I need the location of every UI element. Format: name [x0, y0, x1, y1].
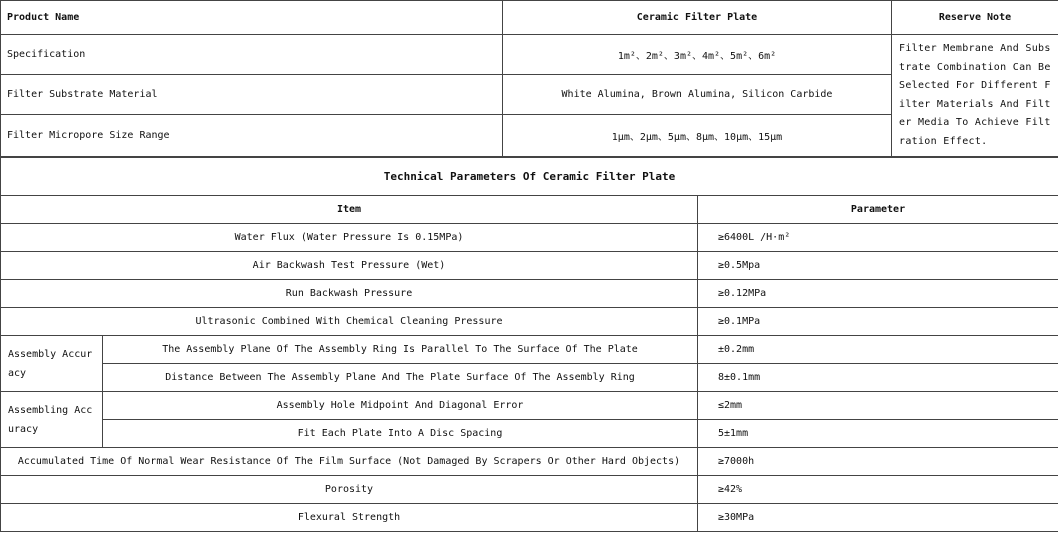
reserve-note-header: Reserve Note	[892, 1, 1058, 35]
table-row	[1, 392, 1058, 420]
item-cell: Run Backwash Pressure	[1, 280, 698, 308]
item-cell: Porosity	[1, 476, 698, 504]
param-cell: ≤2mm	[698, 392, 1058, 420]
table-row	[1, 476, 1058, 504]
table-row	[1, 336, 1058, 364]
row-label: Filter Substrate Material	[1, 75, 503, 115]
product-header-row	[1, 1, 1058, 35]
row-value: 1m²、2m²、3m²、4m²、5m²、6m²	[503, 35, 892, 75]
param-cell: ≥6400L /H·m²	[698, 224, 1058, 252]
product-table	[0, 0, 1058, 157]
param-cell: 5±1mm	[698, 420, 1058, 448]
param-cell: ±0.2mm	[698, 336, 1058, 364]
table-row	[1, 224, 1058, 252]
param-cell: ≥0.5Mpa	[698, 252, 1058, 280]
param-cell: 8±0.1mm	[698, 364, 1058, 392]
parameter-header: Parameter	[698, 196, 1058, 224]
table-row	[1, 308, 1058, 336]
param-cell: ≥42%	[698, 476, 1058, 504]
product-value-header: Ceramic Filter Plate	[503, 1, 892, 35]
technical-parameters-table	[0, 157, 1058, 532]
param-cell: ≥0.1MPa	[698, 308, 1058, 336]
param-cell: ≥7000h	[698, 448, 1058, 476]
item-cell: Fit Each Plate Into A Disc Spacing	[103, 420, 698, 448]
table-row	[1, 252, 1058, 280]
reserve-note-text: Filter Membrane And Substrate Combination Can Be Selected For Different Filter Materials And Filter Media To Achieve Filtration Effect.	[892, 35, 1058, 157]
table-row	[1, 35, 1058, 75]
table-row	[1, 280, 1058, 308]
table-row	[1, 448, 1058, 476]
item-cell: The Assembly Plane Of The Assembly Ring Is Parallel To The Surface Of The Plate	[103, 336, 698, 364]
item-cell: Assembly Hole Midpoint And Diagonal Error	[103, 392, 698, 420]
item-cell: Distance Between The Assembly Plane And The Plate Surface Of The Assembly Ring	[103, 364, 698, 392]
row-label: Filter Micropore Size Range	[1, 115, 503, 157]
item-cell: Flexural Strength	[1, 504, 698, 532]
item-cell: Air Backwash Test Pressure (Wet)	[1, 252, 698, 280]
item-cell: Water Flux (Water Pressure Is 0.15MPa)	[1, 224, 698, 252]
row-value: 1μm、2μm、5μm、8μm、10μm、15μm	[503, 115, 892, 157]
param-cell: ≥0.12MPa	[698, 280, 1058, 308]
row-value: White Alumina, Brown Alumina, Silicon Carbide	[503, 75, 892, 115]
item-cell: Accumulated Time Of Normal Wear Resistance Of The Film Surface (Not Damaged By Scrapers Or Other Hard Objects)	[1, 448, 698, 476]
group-label-assembly: Assembly Accuracy	[1, 336, 103, 392]
table-row	[1, 420, 1058, 448]
group-label-assembling: Assembling Accuracy	[1, 392, 103, 448]
product-name-header: Product Name	[1, 1, 503, 35]
tech-header-row	[1, 196, 1058, 224]
item-cell: Ultrasonic Combined With Chemical Cleaning Pressure	[1, 308, 698, 336]
tech-title: Technical Parameters Of Ceramic Filter Plate	[1, 158, 1058, 196]
table-row	[1, 504, 1058, 532]
param-cell: ≥30MPa	[698, 504, 1058, 532]
tech-title-row	[1, 158, 1058, 196]
item-header: Item	[1, 196, 698, 224]
row-label: Specification	[1, 35, 503, 75]
table-row	[1, 364, 1058, 392]
